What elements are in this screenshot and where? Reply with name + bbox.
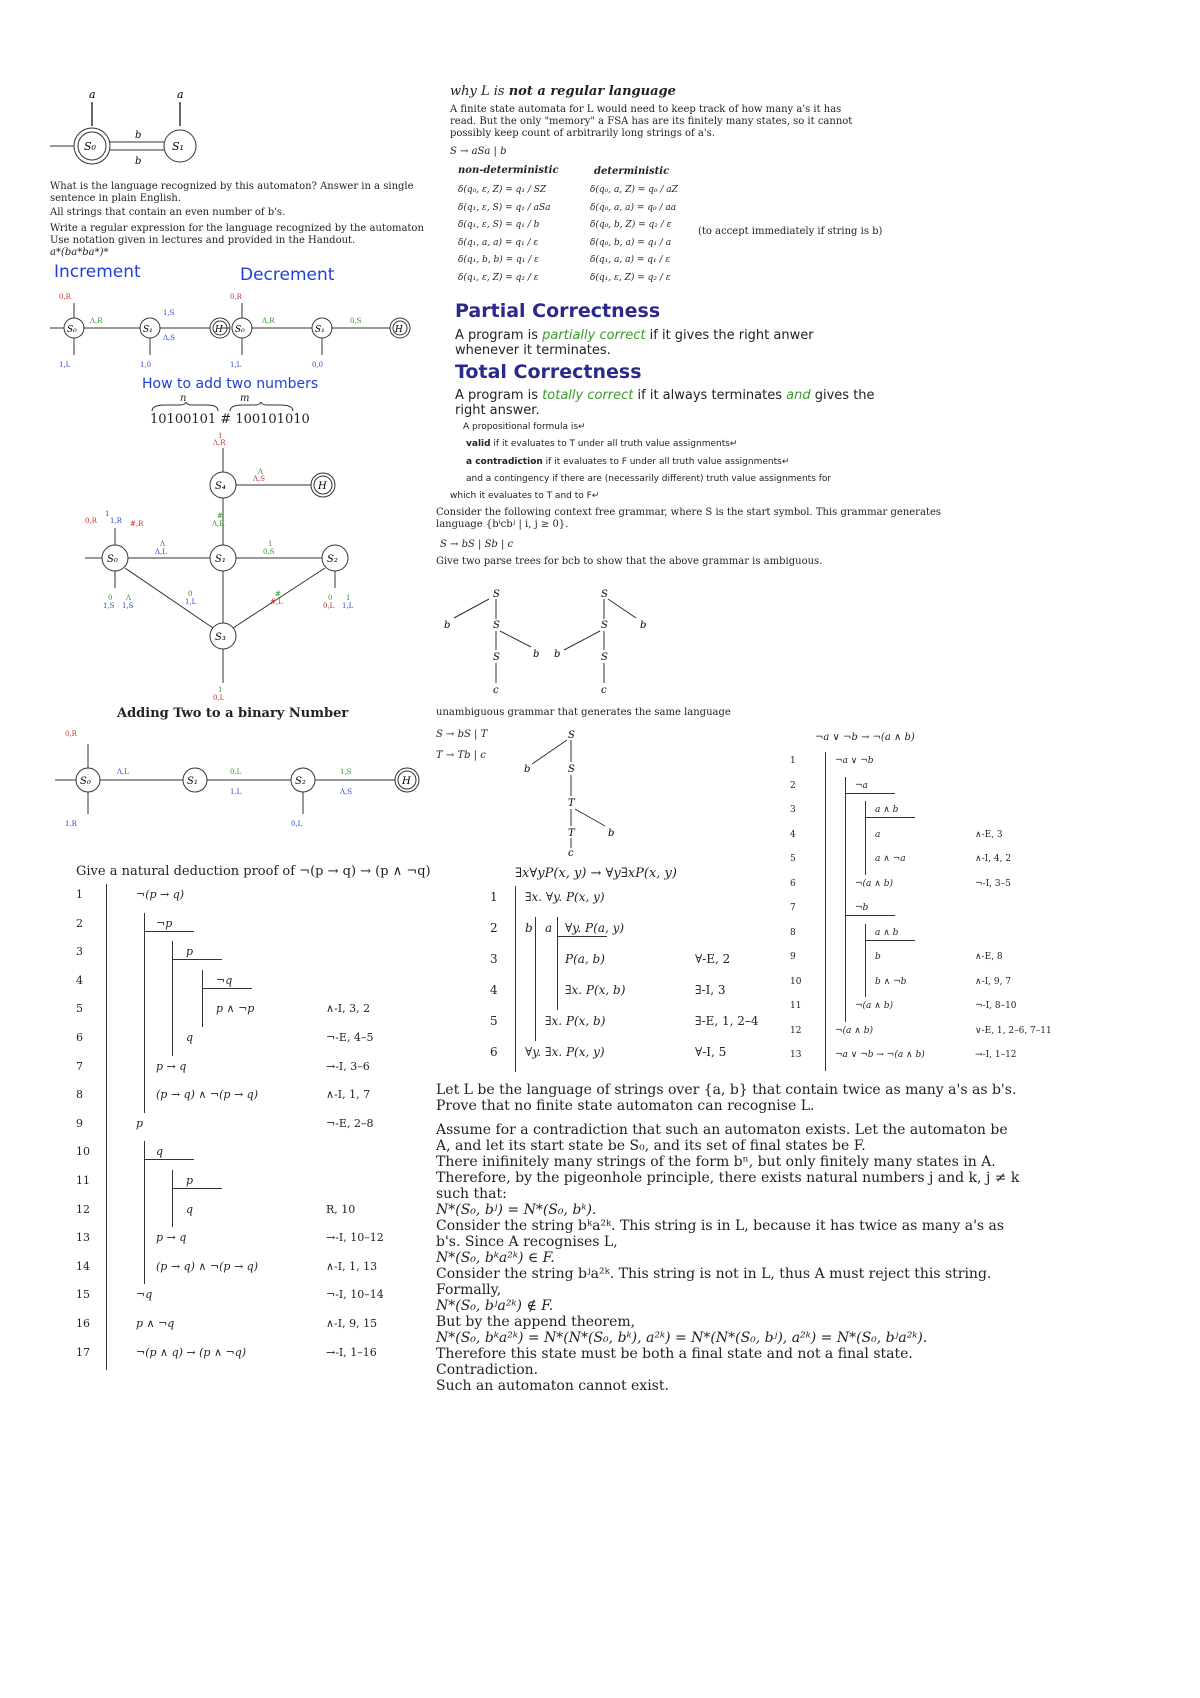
dec-label-0R: 0,R <box>230 293 242 301</box>
cfg-rule: S → bS | Sb | c <box>440 539 514 550</box>
tm2-l-1: 1 <box>218 432 223 440</box>
pda-transition: δ(q₀, b, a) = q₁ / a <box>590 237 672 248</box>
formula: q <box>186 1202 194 1216</box>
rule: ¬-I, 8–10 <box>975 1001 1017 1011</box>
tm2-s2: S₂ <box>327 554 338 565</box>
rule: ¬-E, 2–8 <box>326 1116 374 1130</box>
formula: ¬q <box>136 1288 153 1302</box>
tm2-l-hL: #,L <box>270 598 283 606</box>
tree-node: b <box>554 649 561 660</box>
inc-s0: S₀ <box>67 325 77 335</box>
formula: ∃x. P(x, b) <box>545 1014 606 1028</box>
line-number: 13 <box>76 1231 90 1245</box>
proof-string-in-L: Consider the string bᵏa²ᵏ. This string is in L, because it has twice as many a's as b's. Since A recognises L, <box>436 1218 1005 1250</box>
formula: b ∧ ¬b <box>875 976 907 987</box>
increment-heading: Increment <box>54 262 141 282</box>
tm2-s0: S₀ <box>107 554 118 565</box>
assumption-line <box>865 940 915 941</box>
dec-s1: S₁ <box>315 325 325 335</box>
nd-heading: non-deterministic <box>458 165 559 176</box>
line-number: 2 <box>76 916 83 930</box>
assumption-line <box>865 817 915 818</box>
formula: ¬(a ∧ b) <box>835 1025 873 1036</box>
tree-node: b <box>640 620 647 631</box>
scope-bar <box>845 777 846 900</box>
pda-transition: δ(q₁, ε, Z) = q₂ / ε <box>590 272 671 283</box>
inc-label-AR: Λ,R <box>90 317 103 325</box>
increment-decrement-diagram <box>50 285 430 380</box>
pda-nondeterministic <box>458 185 593 290</box>
pda-transition: δ(q₀, b, Z) = q₂ / ε <box>590 220 672 230</box>
tm2-l-lam: Λ <box>258 468 264 476</box>
tm3-l-0L: 0,L <box>230 768 242 776</box>
pda-transition: δ(q₁, ε, S) = q₁ / b <box>458 220 540 230</box>
tree-node: T <box>568 798 575 809</box>
tm2-halt: H <box>318 481 327 492</box>
dfa-state-s0: S₀ <box>84 140 96 153</box>
tm2-l-1L: 1,L <box>342 602 354 610</box>
tree-node: b <box>444 620 451 631</box>
nd2-title: ∃x∀yP(x, y) → ∀y∃xP(x, y) <box>515 866 677 881</box>
rule: ∧-I, 4, 2 <box>975 854 1012 864</box>
tm3-l-1S: 1,S <box>340 768 352 776</box>
assumption-line <box>172 1188 222 1189</box>
rule: →-I, 1–12 <box>975 1050 1017 1060</box>
assumption-line <box>202 988 252 989</box>
tm2-l-0: 0 <box>188 590 193 598</box>
regex-question: Write a regular expression for the language recognized by the automaton <box>50 223 424 234</box>
line-number: 4 <box>490 983 498 997</box>
inc-label-0R: 0,R <box>59 293 71 301</box>
rule: →-I, 3–6 <box>326 1059 370 1073</box>
line-number: 9 <box>790 952 796 962</box>
tree-node: S <box>493 652 500 663</box>
rule: ∧-I, 1, 7 <box>326 1088 371 1102</box>
scope-bar <box>106 884 107 1370</box>
pda-transition: δ(q₁, ε, Z) = q₂ / ε <box>458 272 539 283</box>
proof-conclusion: Such an automaton cannot exist. <box>436 1378 669 1394</box>
reg-title: why L is not a regular language <box>450 84 676 99</box>
proof-eq-3: N*(S₀, bʲa²ᵏ) ∉ F. <box>436 1298 554 1314</box>
rule: ∀-I, 5 <box>695 1045 727 1059</box>
dfa-label-a: a <box>177 88 184 101</box>
line-number: 7 <box>76 1059 83 1073</box>
tm2-l-0: 0 <box>108 594 113 602</box>
formula: p <box>186 1174 194 1187</box>
rule: ∧-I, 9, 7 <box>975 976 1012 987</box>
line-number: 13 <box>790 1050 802 1060</box>
formula: P(a, b) <box>565 952 605 966</box>
tree-node: S <box>601 589 608 600</box>
tm2-s4: S₄ <box>215 481 226 492</box>
pda-transition: δ(q₁, b, b) = q₁ / ε <box>458 255 539 265</box>
rule: ¬-I, 3–5 <box>975 878 1011 889</box>
line-number: 10 <box>790 976 802 987</box>
tm3-l-AS: Λ,S <box>340 788 353 796</box>
unamb-parse-tree <box>520 726 630 856</box>
fresh-variable: b <box>525 921 533 935</box>
tm2-s1: S₁ <box>215 554 226 565</box>
tm2-l-1: 1 <box>268 540 273 548</box>
rule: ∨-E, 1, 2–6, 7–11 <box>975 1025 1052 1036</box>
formula: ¬(p → q) <box>136 888 185 901</box>
line-number: 5 <box>790 854 796 864</box>
line-number: 17 <box>76 1345 90 1359</box>
tm2-l-AS: Λ,S <box>253 475 266 483</box>
pda-note: (to accept immediately if string is b) <box>698 226 883 237</box>
rule: ∧-E, 8 <box>975 952 1003 962</box>
tree-node: c <box>493 685 499 696</box>
formula: p → q <box>156 1059 187 1073</box>
tree-node: b <box>608 828 615 839</box>
pda-transition: δ(q₁, a, a) = q₁ / ε <box>458 237 539 248</box>
tree-node: S <box>601 652 608 663</box>
prop-def-intro: A propositional formula is↵ <box>463 422 586 432</box>
formula: ∃x. P(x, b) <box>565 983 626 997</box>
line-number: 8 <box>790 927 796 938</box>
tm2-l-lam: Λ <box>160 540 166 548</box>
tm2-l-0L: 0,L <box>323 602 335 610</box>
nd3-proof <box>790 756 1080 1076</box>
regex-notation-note: Use notation given in lectures and provided in the Handout. <box>50 235 356 246</box>
tm2-l-1S: 1,S <box>122 602 134 610</box>
pda-deterministic <box>590 185 700 290</box>
formula: p <box>186 945 194 959</box>
line-number: 14 <box>76 1259 90 1273</box>
rule: R, 10 <box>326 1202 356 1216</box>
scope-bar <box>144 913 145 1113</box>
tm3-l-0Lb: 0,L <box>291 820 303 828</box>
unambiguous-heading: unambiguous grammar that generates the same language <box>436 707 731 718</box>
scope-bar <box>202 970 203 1027</box>
det-heading: deterministic <box>594 166 670 177</box>
reg-grammar: S → aSa | b <box>450 146 507 157</box>
tm3-s1: S₁ <box>187 776 198 787</box>
proof-contradiction: Contradiction. <box>436 1362 539 1378</box>
formula: (p → q) ∧ ¬(p → q) <box>156 1088 259 1102</box>
formula: ∃x. ∀y. P(x, y) <box>525 890 605 904</box>
tree-node: S <box>493 589 500 600</box>
brace-label-m: m <box>240 393 250 404</box>
pda-transition: δ(q₀, a, a) = q₀ / aa <box>590 202 677 213</box>
rule: ∧-I, 3, 2 <box>326 1002 371 1016</box>
inc-halt: H <box>215 325 223 335</box>
pda-transition: δ(q₁, ε, S) = q₁ / aSa <box>458 202 551 213</box>
binary-adder-tm-diagram <box>80 428 390 708</box>
formula: p → q <box>156 1231 187 1245</box>
inc-s1: S₁ <box>143 325 153 335</box>
formula: ¬a ∨ ¬b <box>835 756 874 766</box>
nd2-proof <box>490 890 790 1080</box>
line-number: 9 <box>76 1116 83 1130</box>
add-expression: 10100101 # 100101010 <box>150 412 310 427</box>
tm3-l-0R: 0,R <box>65 730 77 738</box>
cfg-intro: Consider the following context free grammar, where S is the start symbol. This grammar generates language {bⁱcbʲ | i, j ≥ 0}. <box>436 507 941 530</box>
proof-eq-1: N*(S₀, bʲ) = N*(S₀, bᵏ). <box>436 1202 597 1218</box>
line-number: 1 <box>790 756 796 766</box>
tm3-s2: S₂ <box>295 776 306 787</box>
formula: p <box>136 1116 144 1130</box>
tm2-l-AL: Λ,L <box>155 548 167 556</box>
line-number: 5 <box>76 1002 83 1016</box>
partial-correctness-heading: Partial Correctness <box>455 300 661 322</box>
unamb-rule-2: T → Tb | c <box>436 750 486 761</box>
formula: ¬p <box>156 916 173 930</box>
tm3-l-1R: 1,R <box>65 820 77 828</box>
proof-assume: Assume for a contradiction that such an automaton exists. Let the automaton be A, and let its start state be S₀, and its set of final states be F. <box>436 1122 1008 1154</box>
rule: ¬-E, 4–5 <box>326 1031 374 1044</box>
fresh-variable: a <box>545 921 553 935</box>
proof-eq-4: N*(S₀, bᵏa²ᵏ) = N*(N*(S₀, bᵏ), a²ᵏ) = N*(N*(S₀, bʲ), a²ᵏ) = N*(S₀, bʲa²ᵏ). <box>436 1330 928 1346</box>
line-number: 10 <box>76 1145 90 1159</box>
dfa-state-s1: S₁ <box>172 140 184 153</box>
line-number: 1 <box>490 890 498 904</box>
tm2-l-0L: 0,L <box>213 694 225 702</box>
formula: p ∧ ¬p <box>216 1002 255 1016</box>
assumption-line <box>845 915 895 916</box>
formula: ¬(a ∧ b) <box>855 1001 893 1011</box>
tm2-l-AR: Λ,R <box>213 439 226 447</box>
overbraces <box>150 402 300 412</box>
dec-s0: S₀ <box>235 325 245 335</box>
tm2-l-1: 1 <box>218 686 223 694</box>
dec-label-AR: Λ,R <box>262 317 275 325</box>
line-number: 6 <box>490 1045 498 1059</box>
proof-statement: Let L be the language of strings over {a, b} that contain twice as many a's as b's. Prove that no finite state automaton can recognise L. <box>436 1082 1017 1114</box>
prop-def-contingency-cont: which it evaluates to T and to F↵ <box>450 491 600 501</box>
assumption-line <box>144 1159 194 1160</box>
line-number: 4 <box>76 973 83 987</box>
dfa-question: What is the language recognized by this automaton? Answer in a single sentence in plain English. <box>50 181 414 204</box>
tree-node: b <box>533 649 540 660</box>
line-number: 3 <box>76 945 83 959</box>
formula: q <box>186 1031 194 1044</box>
line-number: 1 <box>76 888 83 901</box>
assumption-line <box>845 793 895 794</box>
tree-node: T <box>568 828 575 839</box>
assumption-line <box>172 959 222 960</box>
line-number: 11 <box>76 1174 90 1187</box>
scope-bar <box>535 917 536 1041</box>
add-two-numbers-heading: How to add two numbers <box>142 376 319 392</box>
tree-node: b <box>524 764 531 775</box>
line-number: 2 <box>790 780 796 791</box>
formula: ∀y. P(a, y) <box>565 921 625 935</box>
tm2-l-lam: Λ <box>126 594 132 602</box>
proof-block <box>436 1082 1026 1394</box>
pda-transition: δ(q₀, ε, Z) = q₁ / SZ <box>458 185 547 195</box>
tm3-l-AL: Λ,L <box>117 768 129 776</box>
proof-string-not-in-L: Consider the string bʲa²ᵏ. This string is not in L, thus A must reject this string. Formally, <box>436 1266 992 1298</box>
rule: ∃-I, 3 <box>695 983 726 997</box>
dec-label-1L: 1,L <box>230 361 242 369</box>
tm2-l-1L: 1,L <box>185 598 197 606</box>
pda-transition: δ(q₀, a, Z) = q₀ / aZ <box>590 185 678 195</box>
decrement-heading: Decrement <box>240 265 335 285</box>
proof-pigeonhole: There inifinitely many strings of the form bⁿ, but only finitely many states in A. Therefore, by the pigeonhole principle, there exists natural numbers j and k, j ≠ k such that: <box>436 1154 1020 1202</box>
formula: ¬q <box>216 973 233 987</box>
line-number: 12 <box>790 1025 802 1036</box>
assumption-line <box>557 936 607 937</box>
formula: ¬b <box>855 903 869 913</box>
prop-def-valid: valid if it evaluates to T under all truth value assignments↵ <box>466 439 738 449</box>
formula: a ∧ b <box>875 805 899 815</box>
formula: q <box>156 1145 164 1159</box>
tree-node: S <box>601 620 608 631</box>
proof-therefore: Therefore this state must be both a final state and not a final state. <box>436 1346 913 1362</box>
add-two-tm-diagram <box>55 722 425 832</box>
prop-def-contingency: and a contingency if there are (necessarily different) truth value assignments for <box>466 474 832 484</box>
rule: ∧-I, 1, 13 <box>326 1259 378 1273</box>
assumption-line <box>144 931 194 932</box>
scope-bar <box>825 752 826 1071</box>
rule: ∧-I, 9, 15 <box>326 1317 378 1330</box>
line-number: 3 <box>790 805 796 815</box>
brace-label-n: n <box>180 393 187 404</box>
scope-bar <box>557 917 558 1010</box>
tree-node: S <box>568 764 575 775</box>
tm2-l-0S: 0,S <box>263 548 275 556</box>
tm2-l-1: 1 <box>105 510 110 518</box>
inc-label-10: 1,0 <box>140 361 152 369</box>
scope-bar <box>865 801 866 875</box>
rule: ∧-E, 3 <box>975 829 1003 840</box>
tm3-halt: H <box>402 776 411 787</box>
dec-label-0S: 0,S <box>350 317 362 325</box>
dfa-label-b: b <box>135 156 142 167</box>
tm2-l-AR: Λ,R <box>212 520 225 528</box>
formula: a ∧ ¬a <box>875 854 906 864</box>
tm2-s3: S₃ <box>215 632 226 643</box>
tree-node: c <box>601 685 607 696</box>
formula: ¬a ∨ ¬b → ¬(a ∧ b) <box>835 1050 925 1060</box>
formula: (p → q) ∧ ¬(p → q) <box>156 1259 259 1273</box>
cfg-question: Give two parse trees for bcb to show that the above grammar is ambiguous. <box>436 556 823 567</box>
proof-append: But by the append theorem, <box>436 1314 636 1330</box>
line-number: 8 <box>76 1088 83 1102</box>
line-number: 16 <box>76 1317 90 1330</box>
tm2-l-hR: #,R <box>130 520 144 528</box>
nd1-proof <box>76 888 436 1378</box>
tm2-l-0: 0 <box>328 594 333 602</box>
formula: a ∧ b <box>875 927 899 938</box>
dfa-label-b: b <box>135 130 142 141</box>
add-two-heading: Adding Two to a binary Number <box>117 706 349 721</box>
scope-bar <box>845 899 846 1022</box>
line-number: 6 <box>790 878 796 889</box>
inc-label-AS: Λ,S <box>163 334 176 342</box>
tm2-l-hash: # <box>275 590 281 598</box>
dec-halt: H <box>395 325 403 335</box>
line-number: 6 <box>76 1031 83 1044</box>
reg-explanation: A finite state automata for L would need to keep track of how many a's it has read. But the only "memory" a FSA has are its finitely many states, so it cannot possibly keep count of arbitrarily long strings of a's. <box>450 104 853 139</box>
formula: ¬a <box>855 780 868 791</box>
rule: ¬-I, 10–14 <box>326 1288 384 1302</box>
nd1-title: Give a natural deduction proof of ¬(p → q) → (p ∧ ¬q) <box>76 864 431 879</box>
line-number: 7 <box>790 903 796 913</box>
tm3-l-1L: 1,L <box>230 788 242 796</box>
line-number: 3 <box>490 952 498 966</box>
scope-bar <box>515 886 516 1072</box>
total-correctness-text: A program is totally correct if it always terminates and gives the right answer. <box>455 388 875 418</box>
proof-eq-2: N*(S₀, bᵏa²ᵏ) ∈ F. <box>436 1250 555 1266</box>
inc-label-1S: 1,S <box>163 309 175 317</box>
scope-bar <box>144 1141 145 1284</box>
pda-transition: δ(q₁, a, a) = q₁ / ε <box>590 255 671 265</box>
formula: ¬(p ∧ q) → (p ∧ ¬q) <box>136 1345 247 1359</box>
dfa-label-a: a <box>89 88 96 101</box>
dfa-answer: All strings that contain an even number of b's. <box>50 207 286 218</box>
formula: a <box>875 829 881 840</box>
tm2-l-1R: 1,R <box>110 517 122 525</box>
total-correctness-heading: Total Correctness <box>455 361 642 383</box>
tm2-l-hash: # <box>217 512 223 520</box>
scope-bar <box>172 1170 173 1227</box>
prop-def-contradiction: a contradiction if it evaluates to F under all truth value assignments↵ <box>466 457 790 467</box>
dec-label-02: 0,0 <box>312 361 324 369</box>
line-number: 4 <box>790 829 796 840</box>
formula: b <box>875 952 881 962</box>
rule: ∃-E, 1, 2–4 <box>695 1014 759 1028</box>
tm2-l-1S: 1,S <box>103 602 115 610</box>
tm3-s0: S₀ <box>80 776 91 787</box>
rule: →-I, 1–16 <box>326 1345 377 1359</box>
scope-bar <box>865 924 866 998</box>
inc-label-1L: 1,L <box>59 361 71 369</box>
tree-node: c <box>568 848 574 856</box>
tree-node: S <box>493 620 500 631</box>
dfa-diagram <box>50 88 210 168</box>
line-number: 12 <box>76 1202 90 1216</box>
formula: ∀y. ∃x. P(x, y) <box>525 1045 605 1059</box>
partial-correctness-text: A program is partially correct if it gives the right anwer whenever it terminates. <box>455 328 814 358</box>
line-number: 15 <box>76 1288 90 1302</box>
tm2-l-1: 1 <box>346 594 351 602</box>
formula: ¬(a ∧ b) <box>855 878 893 889</box>
tm2-l-0R: 0,R <box>85 517 97 525</box>
tree-node: S <box>568 730 575 741</box>
line-number: 11 <box>790 1001 802 1011</box>
unamb-rule-1: S → bS | T <box>436 729 488 740</box>
nd3-title: ¬a ∨ ¬b → ¬(a ∧ b) <box>815 732 915 743</box>
line-number: 2 <box>490 921 498 935</box>
formula: p ∧ ¬q <box>136 1317 175 1330</box>
parse-trees <box>436 585 676 700</box>
line-number: 5 <box>490 1014 498 1028</box>
rule: →-I, 10–12 <box>326 1231 384 1245</box>
regex-answer: a*(ba*ba*)* <box>50 247 109 258</box>
rule: ∀-E, 2 <box>695 952 731 966</box>
